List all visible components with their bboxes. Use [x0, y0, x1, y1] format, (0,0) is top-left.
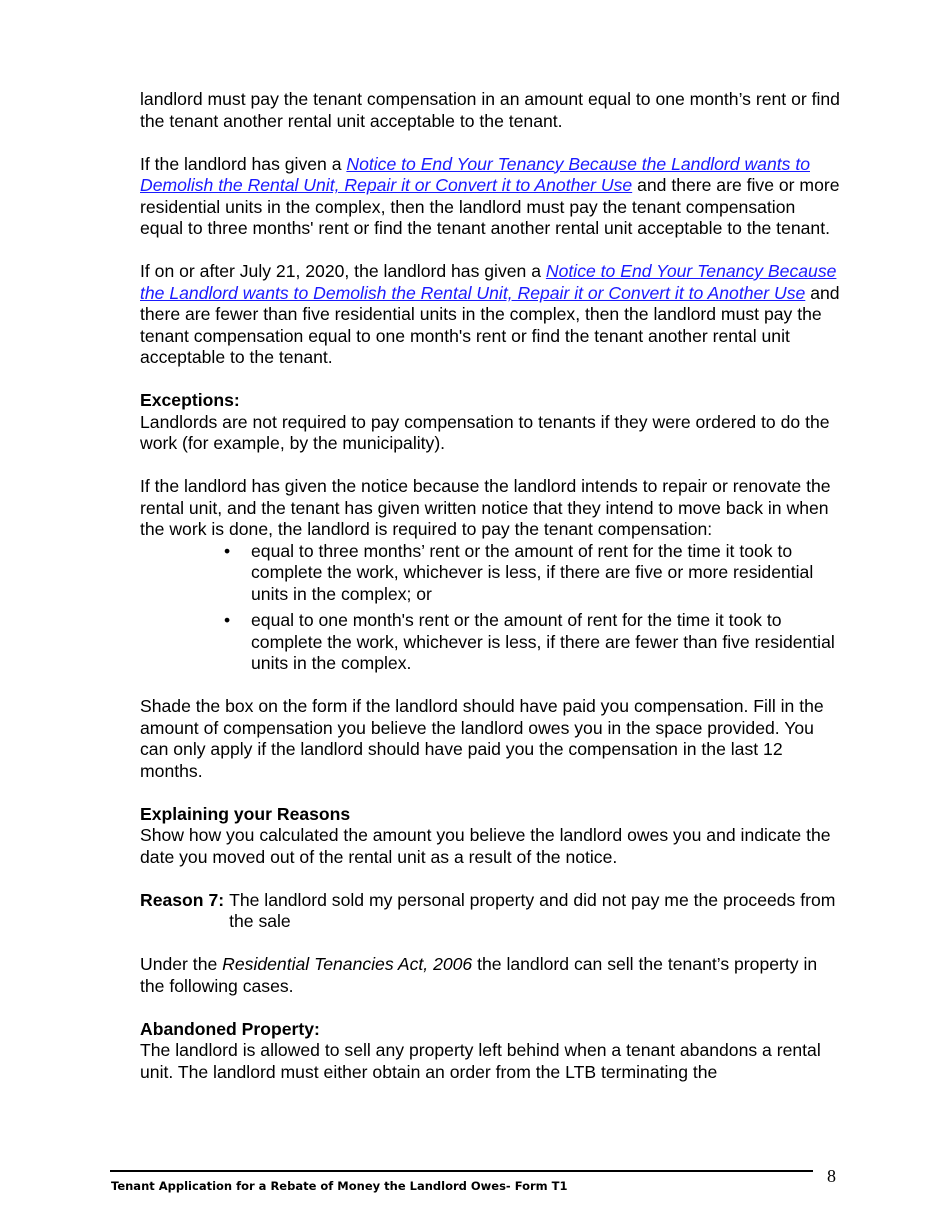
paragraph-fewer-than-five-units	[140, 261, 840, 369]
exceptions-heading: Exceptions:	[140, 390, 240, 410]
bullet-icon: •	[224, 540, 231, 561]
notice-link-demolish-repair-convert-2[interactable]: Notice to End Your Tenancy Because the Landlord wants to Demolish the Rental Unit, Repair it or Convert it to Another Use	[140, 261, 837, 303]
explaining-reasons-heading: Explaining your Reasons	[140, 803, 351, 824]
act-title: Residential Tenancies Act, 2006	[222, 954, 473, 974]
document-page-body	[140, 89, 840, 1105]
list-item-text: equal to three months’ rent or the amount of rent for the time it took to complete the work, whichever is less, if there are five or more residential units in the complex; or	[251, 540, 814, 604]
reason-label: Reason 7:	[140, 889, 225, 910]
paragraph-text: and there are five or more residential units in the complex, then the landlord must pay the tenant compensation equal to three months' rent or find the tenant another rental unit acceptable to the tenant.	[140, 175, 840, 238]
reason-7	[140, 890, 840, 933]
paragraph-five-or-more-units	[140, 154, 840, 240]
reason-text: The landlord sold my personal property and did not pay me the proceeds from the sale	[229, 889, 836, 931]
bullet-icon: •	[224, 610, 231, 630]
paragraph-text: the landlord can sell the tenant’s property in the following cases.	[140, 954, 818, 996]
abandoned-property-heading: Abandoned Property:	[140, 1018, 320, 1039]
notice-link-demolish-repair-convert[interactable]: Notice to End Your Tenancy Because the Landlord wants to Demolish the Rental Unit, Repair it or Convert it to Another Use	[140, 153, 810, 195]
list-item	[224, 610, 840, 675]
paragraph-shade-box: Shade the box on the form if the landlord should have paid you compensation. Fill in the amount of compensation you believe the landlord owes you in the space provided. You can only apply if the landlord should have paid you the compensation in the last 12 months.	[140, 696, 824, 781]
page-number: 8	[827, 1166, 836, 1186]
compensation-bullet-list	[140, 541, 840, 675]
paragraph-compensation-intro: landlord must pay the tenant compensation in an amount equal to one month’s rent or find the tenant another rental unit acceptable to the tenant.	[140, 89, 840, 131]
paragraph-residential-tenancies-act	[140, 954, 840, 997]
paragraph-text: Under the	[140, 954, 223, 974]
paragraph-text: If the landlord has given a	[140, 153, 347, 174]
paragraph-exceptions: Landlords are not required to pay compensation to tenants if they were ordered to do the work (for example, by the municipality).	[140, 411, 830, 453]
paragraph-text: and there are fewer than five residential units in the complex, then the landlord must pay the tenant compensation equal to one month's rent or find the tenant another rental unit acceptable to the tenant.	[140, 282, 840, 367]
footer-form-title: Tenant Application for a Rebate of Money the Landlord Owes- Form T1	[111, 1179, 568, 1193]
paragraph-abandoned-property: The landlord is allowed to sell any property left behind when a tenant abandons a rental unit. The landlord must either obtain an order from the LTB terminating the	[140, 1040, 821, 1082]
footer-divider	[110, 1170, 813, 1172]
paragraph-text: If on or after July 21, 2020, the landlord has given a	[140, 261, 546, 281]
list-item	[224, 540, 840, 606]
list-item-text: equal to one month's rent or the amount of rent for the time it took to complete the work, whichever is less, if there are fewer than five residential units in the complex.	[251, 610, 835, 673]
paragraph-repair-renovate: If the landlord has given the notice because the landlord intends to repair or renovate the rental unit, and the tenant has given written notice that they intend to move back in when the work is done, the landlord is required to pay the tenant compensation:	[140, 476, 831, 539]
paragraph-explaining-reasons: Show how you calculated the amount you believe the landlord owes you and indicate the date you moved out of the rental unit as a result of the notice.	[140, 825, 831, 867]
